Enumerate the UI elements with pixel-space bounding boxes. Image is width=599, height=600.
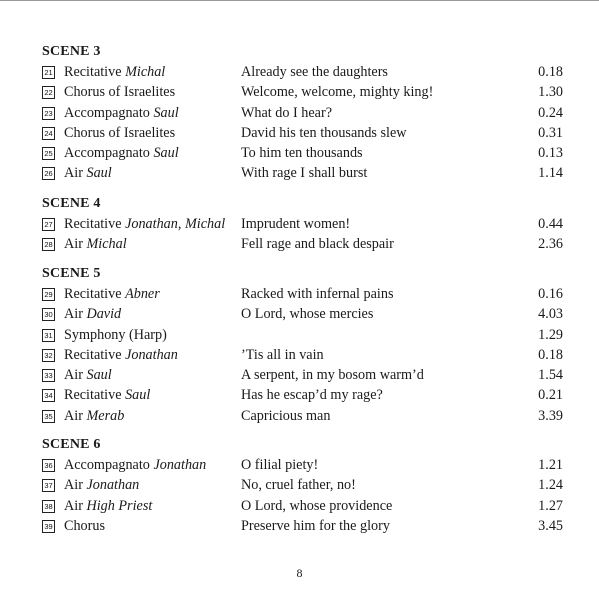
track-type: Air [64,477,87,494]
track-duration: 4.03 [538,306,563,323]
track-number-box: 28 [42,238,55,251]
track-row [42,304,562,324]
track-number-box: 31 [42,329,55,342]
track-incipit: David his ten thousands slew [241,124,407,141]
track-role: Michal [125,64,166,80]
track-row [42,365,562,385]
track-type: Recitative [64,286,126,302]
track-row [42,496,562,516]
track-incipit: O filial piety! [241,457,319,473]
track-type: Recitative [64,346,126,363]
track-role: Saul [125,387,151,404]
track-type: Chorus of Israelites [64,84,176,101]
track-role: Saul [86,367,112,384]
track-number-box: 27 [42,218,55,231]
track-row [42,143,562,163]
track-type: Air [64,497,87,514]
track-duration: 1.30 [538,84,563,101]
track-label [64,82,175,102]
track-type: Air [64,306,87,323]
track-role: Jonathan [86,477,140,494]
track-role: Merab [86,407,125,424]
track-label [64,103,179,123]
track-number-box: 33 [42,369,55,382]
track-type: Air [64,165,87,182]
track-duration: 3.45 [538,517,563,534]
track-row [42,284,562,304]
scene-section [42,435,562,536]
track-number-box: 30 [42,308,55,321]
track-row [42,455,562,475]
track-label [64,234,127,254]
track-row [42,385,562,405]
track-duration: 0.24 [538,104,563,121]
track-duration: 0.44 [538,216,563,232]
track-duration: 3.39 [538,407,563,424]
scene-title: SCENE 3 [42,44,101,59]
track-type: Air [64,236,87,253]
top-rule [0,0,599,1]
scene-section [42,194,562,255]
scene-title: SCENE 6 [42,437,101,452]
track-type: Accompagnato [64,145,154,162]
track-incipit: With rage I shall burst [241,165,368,182]
track-duration: 1.27 [538,497,563,514]
track-row [42,475,562,495]
scene-section [42,42,562,184]
track-duration: 0.18 [538,346,563,363]
track-number-box: 29 [42,288,55,301]
track-incipit: O Lord, whose mercies [241,306,374,323]
track-incipit: To him ten thousands [241,145,363,162]
track-row [42,234,562,254]
track-type: Recitative [64,216,126,232]
track-duration: 0.13 [538,145,563,162]
track-label [64,365,112,385]
track-number-box: 38 [42,500,55,513]
track-row [42,214,562,234]
track-incipit: Welcome, welcome, mighty king! [241,84,434,101]
track-incipit: ’Tis all in vain [241,346,324,363]
track-duration: 1.21 [538,457,563,473]
track-incipit: Racked with infernal pains [241,286,394,302]
track-incipit: Capricious man [241,407,331,424]
track-row [42,406,562,426]
track-type: Recitative [64,64,126,80]
track-incipit: What do I hear? [241,104,332,121]
track-type: Symphony (Harp) [64,326,167,343]
scene-section [42,264,562,426]
track-role: David [86,306,122,323]
track-duration: 0.16 [538,286,563,302]
track-incipit: A serpent, in my bosom warm’d [241,367,424,384]
scene-title: SCENE 5 [42,266,101,281]
track-number-box: 22 [42,86,55,99]
track-type: Chorus [64,517,105,534]
track-role: Abner [125,286,160,302]
track-incipit: No, cruel father, no! [241,477,356,494]
track-number-box: 37 [42,479,55,492]
track-duration: 0.18 [538,64,563,80]
track-row [42,345,562,365]
track-label [64,475,139,495]
track-label [64,304,121,324]
track-number-box: 39 [42,520,55,533]
track-number-box: 32 [42,349,55,362]
track-label [64,62,165,82]
track-role: Saul [153,145,179,162]
track-incipit: Imprudent women! [241,216,351,232]
track-role: High Priest [86,497,153,514]
track-number-box: 34 [42,389,55,402]
track-number-box: 35 [42,410,55,423]
track-number-box: 23 [42,107,55,120]
track-label [64,516,105,536]
track-number-box: 24 [42,127,55,140]
track-label [64,385,150,405]
track-row [42,82,562,102]
track-label [64,284,160,304]
track-duration: 1.54 [538,367,563,384]
track-incipit: Already see the daughters [241,64,388,80]
track-label [64,123,175,143]
track-role: Saul [86,165,112,182]
track-incipit: Has he escap’d my rage? [241,387,383,404]
track-type: Accompagnato [64,457,154,473]
track-label [64,143,179,163]
track-type: Recitative [64,387,126,404]
track-row [42,163,562,183]
track-role: Jonathan [125,346,178,363]
page-number: 8 [296,566,303,580]
track-number-box: 25 [42,147,55,160]
track-duration: 2.36 [538,236,563,253]
track-duration: 1.24 [538,477,563,494]
track-duration: 0.21 [538,387,563,404]
track-duration: 0.31 [538,124,563,141]
track-label [64,455,206,475]
track-number-box: 21 [42,66,55,79]
track-incipit: Fell rage and black despair [241,236,394,253]
track-role: Saul [153,104,179,121]
track-duration: 1.14 [538,165,563,182]
track-incipit: Preserve him for the glory [241,517,390,534]
track-type: Air [64,367,87,384]
track-type: Chorus of Israelites [64,124,176,141]
track-role: Jonathan [153,457,207,473]
track-row [42,103,562,123]
track-type: Accompagnato [64,104,154,121]
track-label [64,214,225,234]
track-label [64,406,124,426]
track-row [42,325,562,345]
track-label [64,163,112,183]
track-number-box: 26 [42,167,55,180]
track-role: Michal [86,236,127,253]
scene-title: SCENE 4 [42,196,101,211]
track-label [64,345,178,365]
track-row [42,62,562,82]
track-label [64,496,152,516]
track-type: Air [64,407,87,424]
track-duration: 1.29 [538,326,563,343]
track-label [64,325,167,345]
track-role: Jonathan, Michal [125,216,226,232]
track-row [42,123,562,143]
track-row [42,516,562,536]
track-incipit: O Lord, whose providence [241,497,393,514]
track-number-box: 36 [42,459,55,472]
